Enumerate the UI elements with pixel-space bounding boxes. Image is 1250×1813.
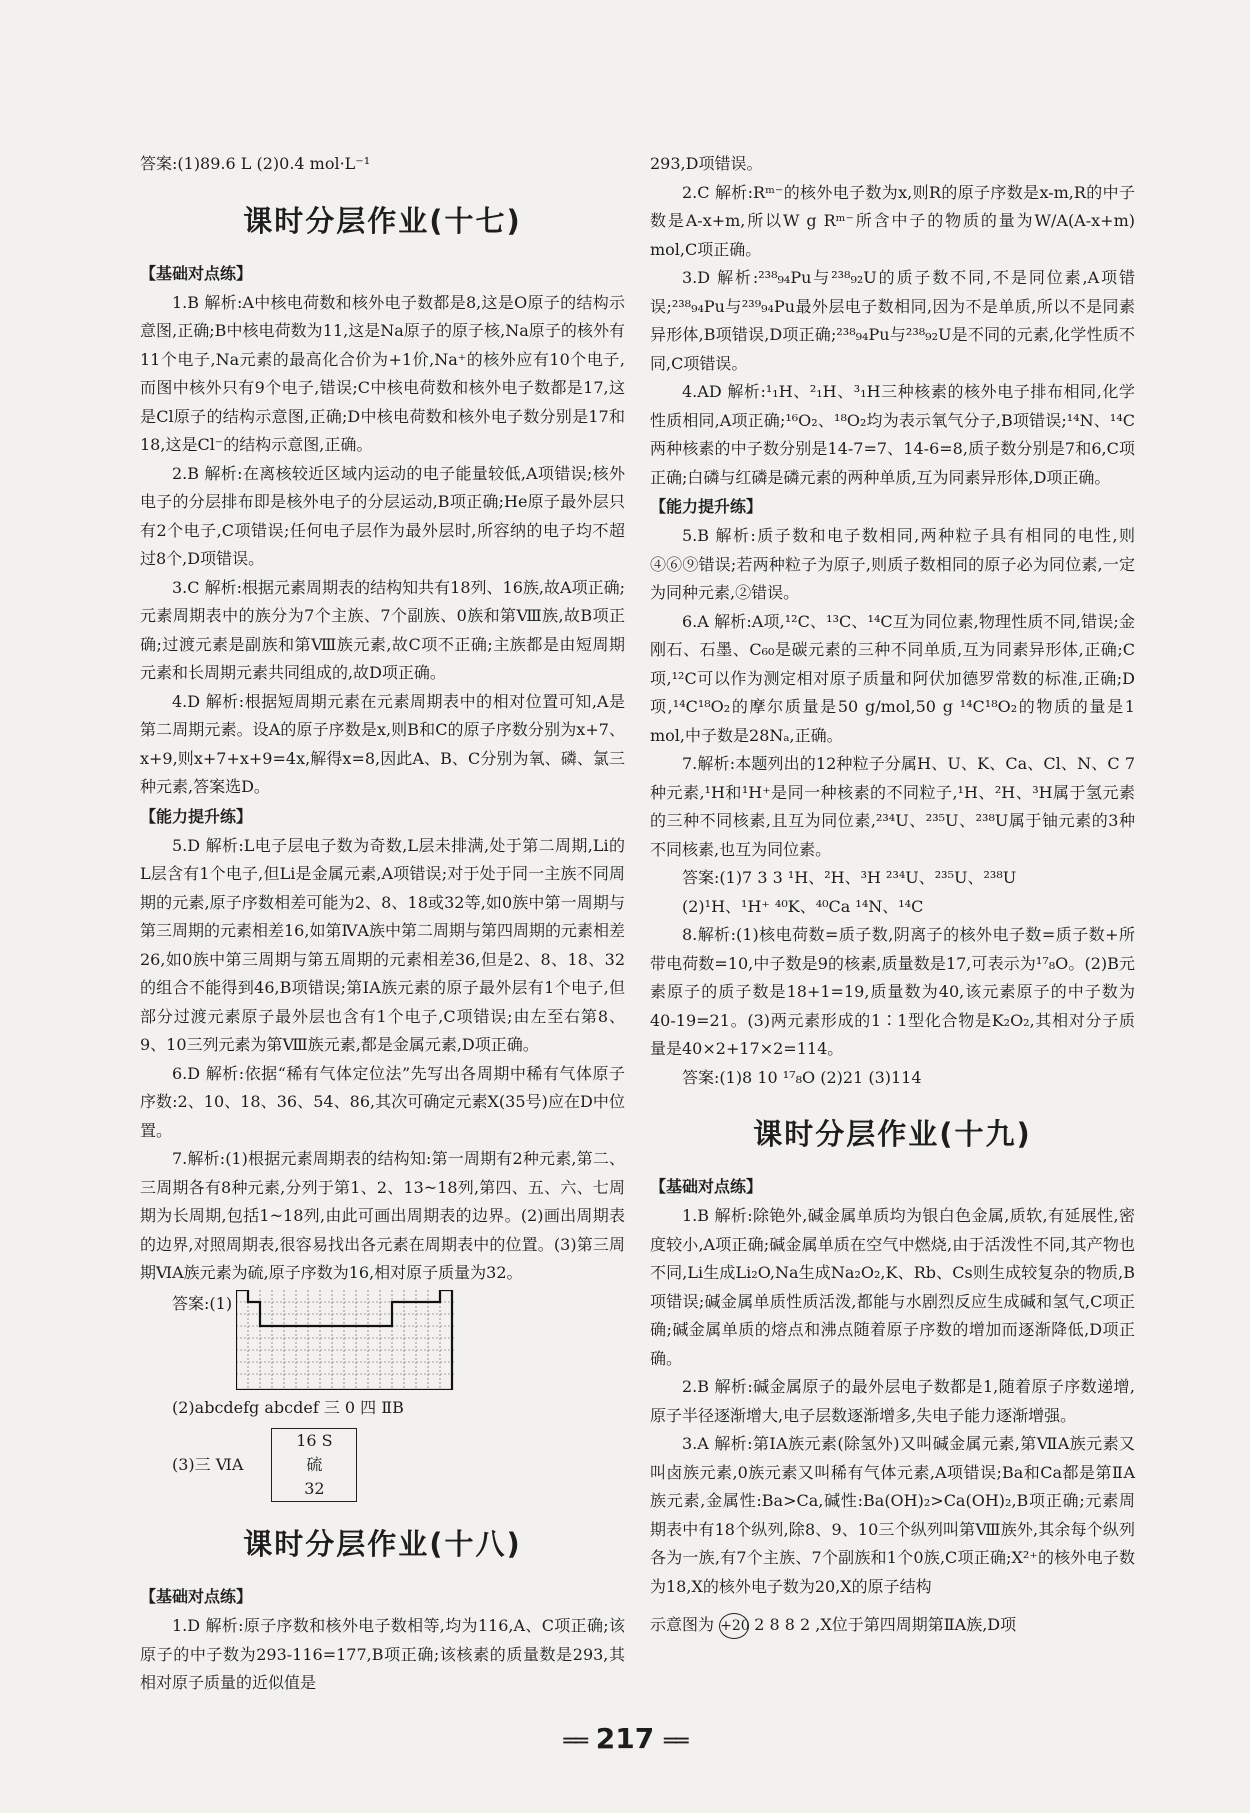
s19-q3: 3.A 解析:第ⅠA族元素(除氢外)又叫碱金属元素,第ⅦA族元素又叫卤族元素,0族元素又叫稀有气体元素,A项错误;Ba和Ca都是第ⅡA族元素,金属性:Ba>Ca,碱性:Ba(OH)₂>Ca(OH)₂,B项正确;元素周期表中有18个纵列,除8、9、10三个纵列叫第Ⅷ族外,其余每个纵列各为一族,有7个主族、7个副族和1个0族,C项正确;X²⁺的核外电子数为18,X的核外电子数为20,X的原子结构 bbox=[650, 1434, 1135, 1596]
s18-q8-answer: 答案:(1)8 10 ¹⁷₈O (2)21 (3)114 bbox=[682, 1067, 922, 1087]
page-number-dash-right-icon: ══ bbox=[663, 1729, 687, 1754]
element-cell-mass: 32 bbox=[304, 1479, 325, 1498]
atom-diagram-prefix: 示意图为 bbox=[650, 1615, 715, 1634]
page-number-value: 217 bbox=[595, 1722, 655, 1755]
s17-q2: 2.B 解析:在离核较近区域内运动的电子能量较低,A项错误;核外电子的分层排布即是核外电子的分层运动,B项正确;He原子最外层只有2个电子,C项错误;任何电子层作为最外层时,所容纳的电子均不超过8个,D项错误。 bbox=[140, 463, 625, 568]
s17-q7: 7.解析:(1)根据元素周期表的结构知:第一周期有2种元素,第二、三周期各有8种元素,分列于第1、2、13~18列,第四、五、六、七周期为长周期,包括1~18列,由此可画出周期表的边界。(2)画出周期表的边界,对照周期表,很容易找出各元素在周期表中的位置。(3)第三周期ⅥA族元素为硫,原子序数为16,相对原子质量为32。 bbox=[140, 1149, 625, 1282]
basic-practice-tag-19: 【基础对点练】 bbox=[650, 1177, 763, 1196]
element-cell-number: 16 S bbox=[296, 1431, 333, 1450]
element-cell-sulfur bbox=[271, 1428, 357, 1502]
s18-q8: 8.解析:(1)核电荷数=质子数,阴离子的核外电子数=质子数+所带电荷数=10,中子数是9的核素,质量数是17,可表示为¹⁷₈O。(2)B元素原子的质子数是18+1=19,质量数为40,该元素原子的中子数为40-19=21。(3)两元素形成的1∶1型化合物是K₂O₂,其相对分子质量是40×2+17×2=114。 bbox=[650, 925, 1135, 1058]
s19-q2: 2.B 解析:碱金属原子的最外层电子数都是1,随着原子序数递增,原子半径逐渐增大,电子层数逐渐增多,失电子能力逐渐增强。 bbox=[650, 1377, 1135, 1425]
page-number bbox=[0, 1722, 1250, 1755]
s19-q3-end bbox=[650, 1611, 1135, 1640]
atom-shells: 2 8 8 2 bbox=[754, 1615, 811, 1634]
answer-periodic-table bbox=[140, 1290, 625, 1390]
s18-q1: 1.D 解析:原子序数和核外电子数相等,均为116,A、C项正确;该原子的中子数为293-116=177,B项正确;该核素的质量数是293,其相对原子质量的近似值是 bbox=[140, 1616, 625, 1692]
page-number-dash-left-icon: ══ bbox=[563, 1729, 587, 1754]
s18-q2: 2.C 解析:Rᵐ⁻的核外电子数为x,则R的原子序数是x-m,R的中子数是A-x+m,所以W g Rᵐ⁻所含中子的物质的量为W/A(A-x+m) mol,C项正确。 bbox=[650, 182, 1135, 259]
s19-q1: 1.B 解析:除铯外,碱金属单质均为银白色金属,质软,有延展性,密度较小,A项正确;碱金属单质在空气中燃烧,由于活泼性不同,其产物也不同,Li生成Li₂O,Na生成Na₂O₂,K、Rb、Cs则生成较复杂的物质,B项错误;碱金属单质性质活泼,都能与水剧烈反应生成碱和氢气,C项正确;碱金属单质的熔点和沸点随着原子序数的增加而逐渐降低,D项正确。 bbox=[650, 1206, 1135, 1368]
s17-q5: 5.D 解析:L电子层电子数为奇数,L层未排满,处于第二周期,Li的L层含有1个电子,但Li是金属元素,A项错误;对于处于同一主族不同周期的元素,原子序数相差可能为2、8、18或32等,如0族中第一周期与第三周期的元素相差16,如第ⅣA族中第二周期与第四周期的元素相差26,如0族中第三周期与第五周期的元素相差36,但是2、8、18、32的组合不能得到46,B项错误;第ⅠA族元素的原子最外层有1个电子,但部分过渡元素原子最外层也含有1个电子,C项错误;由左至右第8、9、10三列元素为第Ⅷ族元素,都是金属元素,D项正确。 bbox=[140, 835, 625, 1054]
atom-nucleus-icon: +20 bbox=[719, 1613, 749, 1639]
section-17-title: 课时分层作业(十七) bbox=[243, 203, 522, 238]
top-answer: 答案:(1)89.6 L (2)0.4 mol·L⁻¹ bbox=[140, 154, 371, 173]
right-column bbox=[650, 150, 1135, 1640]
ability-practice-tag: 【能力提升练】 bbox=[140, 806, 253, 826]
s18-q3: 3.D 解析:²³⁸₉₄Pu与²³⁸₉₂U的质子数不同,不是同位素,A项错误;²³⁸₉₄Pu与²³⁹₉₄Pu最外层电子数相同,因为不是单质,所以不是同素异形体,B项错误,D项正确;²³⁸₉₄Pu与²³⁸₉₂U是不同的元素,化学性质不同,C项错误。 bbox=[650, 268, 1135, 373]
s18-q6: 6.A 解析:A项,¹²C、¹³C、¹⁴C互为同位素,物理性质不同,错误;金刚石、石墨、C₆₀是碳元素的三种不同单质,互为同素异形体,正确;C项,¹²C可以作为测定相对原子质量和阿伏加德罗常数的标准,正确;D项,¹⁴C¹⁸O₂的摩尔质量是50 g/mol,50 g ¹⁴C¹⁸O₂的物质的量是1 mol,中子数是28Nₐ,正确。 bbox=[650, 611, 1135, 745]
element-cell-name: 硫 bbox=[306, 1455, 323, 1474]
s18-q1-cont: 293,D项错误。 bbox=[650, 154, 763, 173]
s18-q5: 5.B 解析:质子数和电子数相同,两种粒子具有相同的电性,则④⑥⑨错误;若两种粒子为原子,则质子数相同的原子必为同位素,一定为同种元素,②错误。 bbox=[650, 526, 1135, 602]
atom-diagram-suffix: ,X位于第四周期第ⅡA族,D项 bbox=[815, 1615, 1017, 1634]
periodic-table-outline bbox=[236, 1290, 456, 1390]
s17-answer-3-label: (3)三 ⅥA bbox=[172, 1454, 244, 1474]
answer-label: 答案:(1) bbox=[172, 1293, 233, 1313]
s17-q6: 6.D 解析:依据“稀有气体定位法”先写出各周期中稀有气体原子序数:2、10、18、36、54、86,其次可确定元素X(35号)应在D中位置。 bbox=[140, 1063, 625, 1140]
s18-q7: 7.解析:本题列出的12种粒子分属H、U、K、Ca、Cl、N、C 7种元素,¹H和¹H⁺是同一种核素的不同粒子,¹H、²H、³H属于氢元素的三种不同核素,且互为同位素,²³⁴U、²³⁵U、²³⁸U属于铀元素的3种不同核素,也互为同位素。 bbox=[650, 754, 1135, 859]
s17-q4: 4.D 解析:根据短周期元素在元素周期表中的相对位置可知,A是第二周期元素。设A的原子序数是x,则B和C的原子序数分别为x+7、x+9,则x+7+x+9=4x,解得x=8,因此A、B、C分别为氧、磷、氯三种元素,答案选D。 bbox=[140, 691, 625, 796]
s17-q3: 3.C 解析:根据元素周期表的结构知共有18列、16族,故A项正确;元素周期表中的族分为7个主族、7个副族、0族和第Ⅷ族,故B项正确;过渡元素是副族和第Ⅷ族元素,故C项不正确;主族都是由短周期元素和长周期元素共同组成的,故D项正确。 bbox=[140, 577, 625, 682]
s17-q1: 1.B 解析:A中核电荷数和核外电子数都是8,这是O原子的结构示意图,正确;B中核电荷数为11,这是Na原子的原子核,Na原子的核外有11个电子,Na元素的最高化合价为+1价,Na⁺的核外应有10个电子,而图中核外只有9个电子,错误;C中核电荷数和核外电子数都是17,这是Cl原子的结构示意图,正确;D中核电荷数和核外电子数分别是17和18,这是Cl⁻的结构示意图,正确。 bbox=[140, 292, 625, 454]
s18-q7-answer-1: 答案:(1)7 3 3 ¹H、²H、³H ²³⁴U、²³⁵U、²³⁸U bbox=[682, 868, 1017, 887]
section-18-title: 课时分层作业(十八) bbox=[243, 1527, 522, 1561]
section-19-title: 课时分层作业(十九) bbox=[753, 1117, 1032, 1151]
s17-answer-2: (2)abcdefg abcdef 三 0 四 ⅡB bbox=[172, 1397, 404, 1417]
ability-practice-tag-18: 【能力提升练】 bbox=[650, 497, 763, 516]
s18-q4: 4.AD 解析:¹₁H、²₁H、³₁H三种核素的核外电子排布相同,化学性质相同,A项正确;¹⁶O₂、¹⁸O₂均为表示氧气分子,B项错误;¹⁴N、¹⁴C两种核素的中子数分别是14-7=7、14-6=8,质子数分别是7和6,C项正确;白磷与红磷是磷元素的两种单质,互为同素异形体,D项正确。 bbox=[650, 382, 1135, 487]
answer-3 bbox=[140, 1428, 625, 1502]
basic-practice-tag: 【基础对点练】 bbox=[140, 263, 253, 283]
s18-q7-answer-2: (2)¹H、¹H⁺ ⁴⁰K、⁴⁰Ca ¹⁴N、¹⁴C bbox=[682, 896, 924, 916]
left-column bbox=[140, 150, 625, 1698]
basic-practice-tag-18: 【基础对点练】 bbox=[140, 1587, 253, 1606]
